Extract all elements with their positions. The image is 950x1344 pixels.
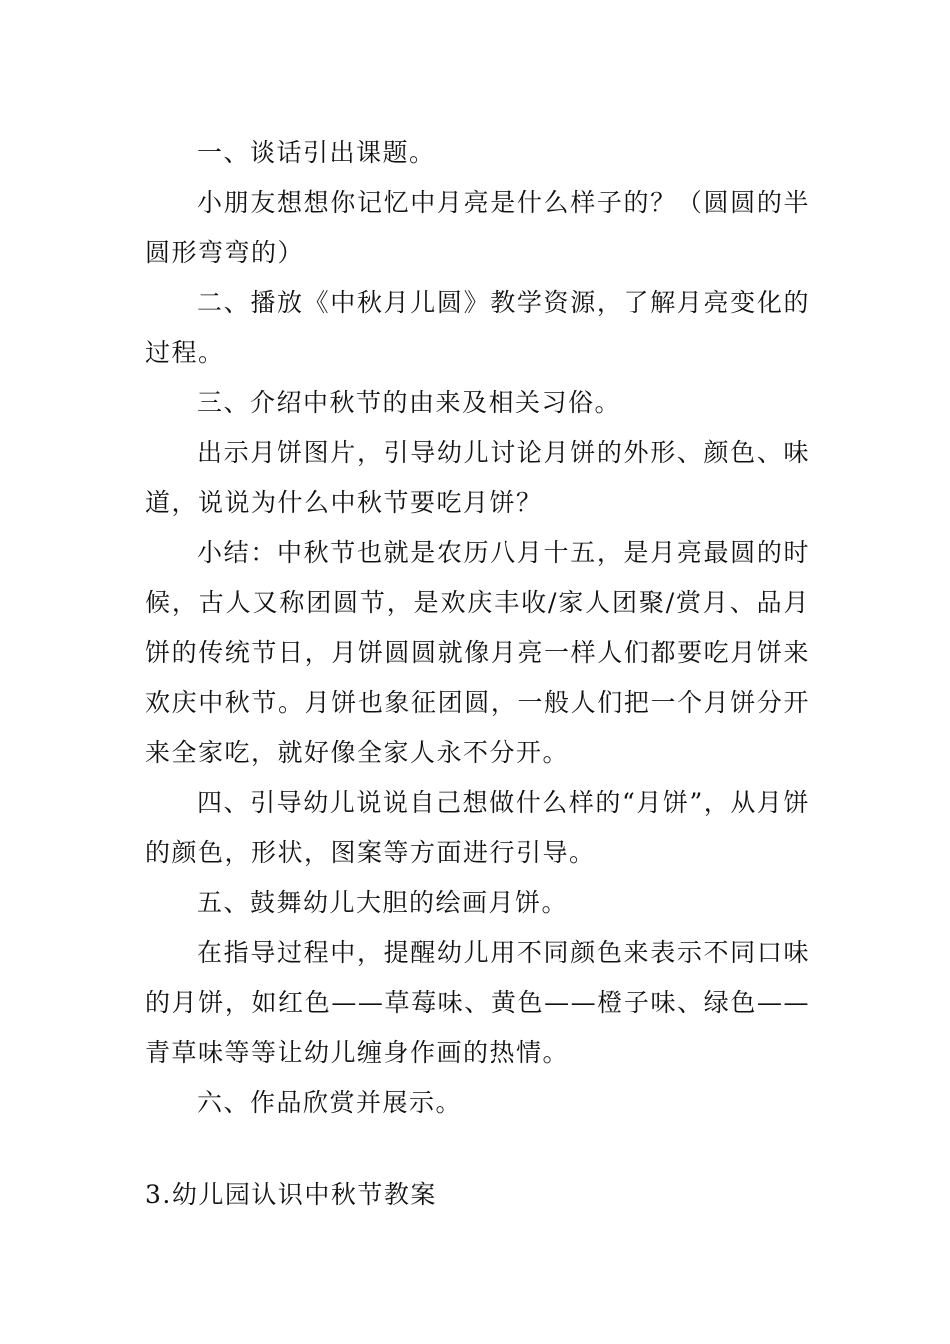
paragraph-design-mooncake: 四、引导幼儿说说自己想做什么样的“月饼”，从月饼的颜色，形状，图案等方面进行引导。 — [145, 788, 810, 867]
paragraph-encourage-drawing: 五、鼓舞幼儿大胆的绘画月饼。 — [197, 888, 569, 917]
paragraph-summary: 小结：中秋节也就是农历八月十五，是月亮最圆的时候，古人又称团圆节，是欢庆丰收/家人团聚/赏月、品月饼的传统节日，月饼圆圆就像月亮一样人们都要吃月饼来欢庆中秋节。月饼也象征团圆，一般人们把一个月饼分开来全家吃，就好像全家人永不分开。 — [145, 538, 810, 767]
document-body — [145, 128, 810, 1128]
paragraph-moon-question: 小朋友想想你记忆中月亮是什么样子的？（圆圆的半圆形弯弯的） — [145, 188, 810, 267]
paragraph-play-resource: 二、播放《中秋月儿圆》教学资源，了解月亮变化的过程。 — [145, 288, 810, 367]
paragraph-customs-intro: 三、介绍中秋节的由来及相关习俗。 — [197, 388, 622, 417]
paragraph-guidance: 在指导过程中，提醒幼儿用不同颜色来表示不同口味的月饼，如红色——草莓味、黄色——橙子味、绿色——青草味等等让幼儿缠身作画的热情。 — [145, 938, 810, 1067]
paragraph-mooncake-picture: 出示月饼图片，引导幼儿讨论月饼的外形、颜色、味道，说说为什么中秋节要吃月饼？ — [145, 438, 810, 517]
paragraph-appreciation: 六、作品欣赏并展示。 — [197, 1088, 463, 1117]
section-title: 3.幼儿园认识中秋节教案 — [145, 1180, 437, 1209]
paragraph-intro-topic: 一、谈话引出课题。 — [197, 138, 436, 167]
